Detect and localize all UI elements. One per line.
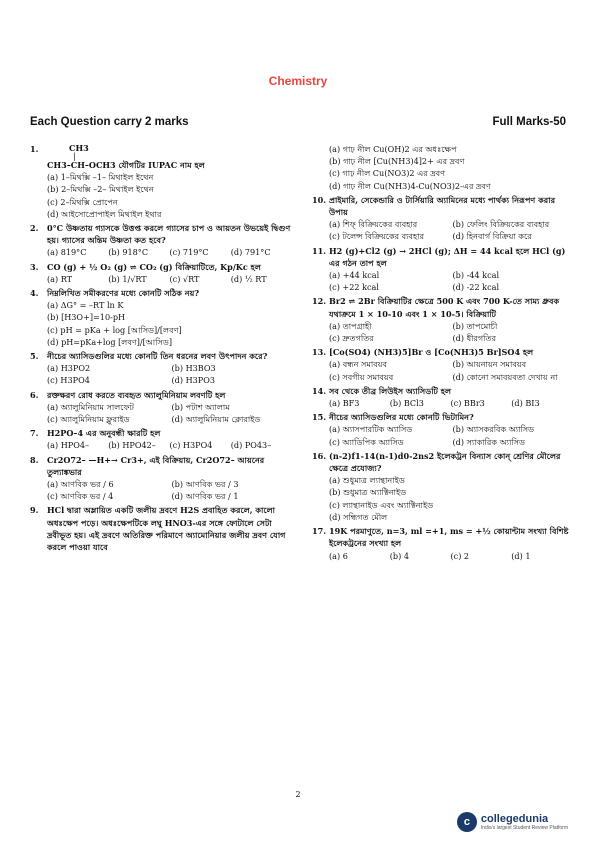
left-column: [30, 143, 292, 555]
question-10: 10. প্রাইমারি, সেকেন্ডারি ও টার্সিয়ারি অ্যামিনের মধ্যে পার্থক্য নিরূপণ করার উপায় (a) শিফ্ বিক্রিয়কের ব্যবহার (b) ফেলিং বিক্রিয়কের ব্যবহার (c) টলেন্স বিক্রিয়কের ব্যবহার (d) হিনবার্গ বিক্রিয়া করে: [312, 194, 556, 242]
question-15: 15. নীচের অ্যাসিডগুলির মধ্যে কোনটি ভিটামিন? (a) অ্যাসপারটিক অ্যাসিড (b) অ্যাসকরবিক অ্যাসিড (c) অ্যাডিপিক অ্যাসিড (d) স্যাকারিক অ্যাসিড: [312, 412, 535, 447]
marks-note: Each Question carry 2 marks: [30, 116, 189, 128]
question-5: 5. নীচের অ্যাসিডগুলির মধ্যে কোনটি তিন ধরনের লবণ উৎপাদন করে? (a) H3PO2 (b) H3BO3 (c) H3PO4 (d) H3PO3: [30, 351, 268, 386]
question-16: 16. (n-2)f1-14(n-1)d0-2ns2 ইলেকট্রন বিন্যাস কোন্ শ্রেণির মৌলের ক্ষেত্রে প্রযোজ্য? (a) শুধুমাত্র ল্যান্থানাইড (b) শুধুমাত্র অ্যাক্টিনাইড (c) ল্যান্থানাইড এবং অ্যাক্টিনাইড (d) সন্ধিগত মৌল: [312, 450, 561, 522]
logo-name: collegedunia: [480, 812, 549, 825]
question-3: 3. CO (g) + ½ O₂ (g) ⇌ CO₂ (g) বিক্রিয়াটিতে, Kp/Kc হল (a) RT (b) 1/√RT (c) √RT (d) ½ RT: [30, 261, 267, 284]
question-1: 1. CH3 | CH3–CH–OCH3 যৌগটির IUPAC নাম হল (a) 1–মিথক্সি –1– মিথাইল ইথেন (b) 2–মিথক্সি –2– মিথাইল ইথেন (c) 2–মিথক্সি প্রোপেন (d) আইসোপ্রোপাইল মিথাইল ইথার: [30, 143, 292, 220]
question-7: 7. H2PO–4 এর অনুবন্ধী ক্ষারটি হল (a) HPO4– (b) HPO42– (c) H3PO4 (d) PO43–: [30, 428, 272, 451]
question-9: 9. HCl দ্বারা অম্লায়িত একটি জলীয় দ্রবণে H2S প্রবাহিত করলে, কালো অধঃক্ষেপ পড়ে। অধঃক্ষেপটিকে লঘু HNO3-এর সঙ্গে ফোটালে সেটা দ্রবীভূত হয়। এই দ্রবণে অতিরিক্ত পরিমাণে অ্যামোনিয়ার জলীয় দ্রবণ যোগ করলে পাওয়া যাবে: [30, 505, 286, 553]
page-number: 2: [295, 790, 301, 799]
question-13: 13. [Co(SO4) (NH3)5]Br ও [Co(NH3)5 Br]SO4 হল (a) বন্ধন সমাবয়ব (b) আয়নায়ন সমাবয়ব (c) সবগীয় সমাবয়ব (d) কোনো সমাবয়বতা দেখায় না: [312, 347, 558, 382]
question-14: 14. সব থেকে তীব্র লিউইস অ্যাসিডটি হল (a) BF3 (b) BCl3 (c) BBr3 (d) BI3: [312, 385, 540, 409]
logo-mark-icon: c: [457, 812, 477, 832]
question-2: 2. 0°C উষ্ণতায় গ্যাসকে উত্তপ্ত করলে গ্যাসের চাপ ও আয়তন উভয়েই দ্বিগুণ হয়। গ্যাসের অন্তিম উষ্ণতা কত হবে? (a) 819°C (b) 918°C (c) 719°C (d) 791°C: [30, 223, 291, 258]
collegedunia-logo: [457, 812, 568, 832]
question-8: 8. Cr2O72– —H+→ Cr3+, এই বিক্রিয়ায়, Cr2O72– আয়নের তুল্যাঙ্কভার (a) আণবিক ভর / 6 (b) আণবিক ভর / 3 (c) আণবিক ভর / 4 (d) আণবিক ভর / 1: [30, 454, 265, 502]
question-9-options: (a) গাঢ় নীল Cu(OH)2 এর অধঃক্ষেপ (b) গাঢ় নীল [Cu(NH3)4]2+ এর দ্রবণ (c) গাঢ় নীল Cu(NO3)2 এর দ্রবণ (d) গাঢ় নীল Cu(NH3)4-Cu(NO3)2-এর দ্রবণ: [329, 144, 491, 191]
right-column: [312, 143, 572, 564]
question-4: 4. নিম্নলিখিত সমীকরণের মধ্যে কোনটি সঠিক নয়? (a) ΔG° = –RT ln K (b) [H3O+]=10-pH (c) pH = pKa + log [আসিড]/[লবণ] (d) pH=pKa+log [লবণ]/[আসিড]: [30, 288, 200, 347]
question-11: 11. H2 (g)+Cl2 (g) → 2HCl (g); ΔH = 44 kcal হলে HCl (g) এর গঠন তাপ হল (a) +44 kcal (b) -44 kcal (c) +22 kcal (d) -22 kcal: [312, 245, 566, 293]
question-12: 12. Br2 ⇌ 2Br বিক্রিয়াটির ক্ষেত্রে 500 K এবং 700 K-তে সাম্য ধ্রুবক যথাক্রমে 1 × 10-10 এবং 1 × 10-5। বিক্রিয়াটি (a) তাপগ্রাহী (b) তাপমোচী (c) দ্রুতগতির (d) ধীরগতির: [312, 296, 560, 344]
logo-tagline: India's largest Student Review Platform: [480, 824, 568, 831]
bond-line: |: [73, 151, 76, 161]
question-6: 6. রক্তক্ষরণ রোধ করতে ব্যবহৃত অ্যালুমিনিয়াম লবণটি হল (a) অ্যালুমিনিয়াম সালফেট (b) পটাশ অ্যালাম (c) অ্যালুমিনিয়াম ফ্লুরাইড (d) অ্যালুমিনিয়াম ক্লোরাইড: [30, 389, 261, 425]
page-title: Chemistry: [268, 74, 328, 88]
question-17: 17. 19K পরমাণুতে, n=3, ml =+1, ms = +½ কোয়ান্টাম সংখ্যা বিশিষ্ট ইলেকট্রনের সংখ্যা হল (a) 6 (b) 4 (c) 2 (d) 1: [312, 526, 569, 561]
full-marks: Full Marks-50: [492, 116, 566, 128]
